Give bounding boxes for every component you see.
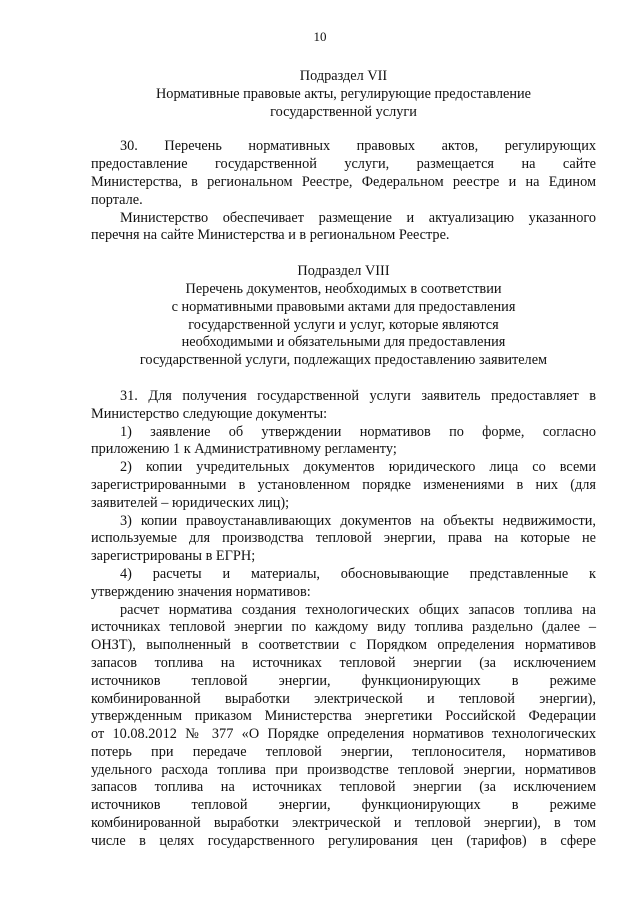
paragraph-line: Министерства, в региональном Реестре, Федеральном реестре и на Едином: [91, 173, 596, 190]
subsection-8-heading: [91, 263, 596, 370]
paragraph-30: [91, 138, 596, 209]
paragraph-line: числе в целях государственного регулирования цен (тарифов) в сфере: [91, 832, 596, 849]
paragraph-line: используемые для производства тепловой энергии, права на которые не: [91, 530, 596, 547]
paragraph-31: [91, 388, 596, 424]
paragraph-line: комбинированной выработки электрической и тепловой энергии), в том: [91, 815, 596, 832]
paragraph-line: зарегистрированы в ЕГРН;: [91, 548, 256, 565]
subsection-7-heading: [91, 68, 596, 121]
paragraph-line: Министерство следующие документы:: [91, 405, 328, 422]
page-number: 10: [313, 29, 327, 44]
paragraph-line: удельного расхода топлива при производстве тепловой энергии, нормативов: [91, 761, 596, 778]
paragraph-line: запасов топлива на источниках тепловой энергии (за исключением: [91, 654, 596, 671]
paragraph-line: 30. Перечень нормативных правовых актов, регулирующих: [120, 138, 596, 155]
paragraph-line: приложению 1 к Административному регламенту;: [91, 441, 397, 458]
paragraph-line: Министерство обеспечивает размещение и актуализацию указанного: [120, 209, 596, 226]
paragraph-line: заявителей – юридических лиц);: [91, 494, 290, 511]
paragraph-line: ОНЗТ), выполненный в соответствии с Порядком определения нормативов: [91, 637, 596, 654]
paragraph-30-continued: [91, 210, 596, 246]
subsection-title-line: необходимыми и обязательными для предоставления: [181, 334, 506, 351]
subsection-heading: Подраздел VIII: [297, 263, 390, 280]
subsection-title-line: государственной услуги, подлежащих предоставлению заявителем: [139, 352, 548, 369]
paragraph-line: источников тепловой энергии, функционирующих в режиме: [91, 797, 596, 814]
subsection-title-line: Перечень документов, необходимых в соответствии: [185, 280, 502, 297]
calculation-paragraph: [91, 602, 596, 851]
paragraph-line: утвержденным приказом Министерства энергетики Российской Федерации: [91, 708, 596, 725]
paragraph-line: запасов топлива на источниках тепловой энергии (за исключением: [91, 779, 596, 796]
list-item-1: [91, 424, 596, 460]
subsection-title-line: с нормативными правовыми актами для предоставления: [171, 298, 516, 315]
paragraph-line: источниках тепловой энергии по каждому виду топлива раздельно (далее –: [91, 619, 596, 636]
paragraph-line: предоставление государственной услуги, размещается на сайте: [91, 156, 596, 173]
paragraph-line: зарегистрированными в установленном порядке изменениями в них (для: [91, 476, 596, 493]
paragraph-line: от 10.08.2012 № 377 «О Порядке определения нормативов технологических: [91, 726, 596, 743]
list-item-2: [91, 459, 596, 512]
subsection-title-line: государственной услуги и услуг, которые являются: [188, 316, 499, 333]
document-body: [91, 68, 596, 851]
paragraph-line: перечня на сайте Министерства и в региональном Реестре.: [91, 227, 450, 244]
subsection-heading: Подраздел VII: [299, 68, 388, 84]
paragraph-line: 3) копии правоустанавливающих документов на объекты недвижимости,: [120, 512, 596, 529]
subsection-title-line: государственной услуги: [270, 103, 417, 120]
subsection-title-line: Нормативные правовые акты, регулирующие предоставление: [155, 85, 532, 102]
list-item-4: [91, 566, 596, 602]
paragraph-line: 4) расчеты и материалы, обосновывающие представленные к: [120, 565, 596, 582]
paragraph-line: 2) копии учредительных документов юридического лица со всеми: [120, 459, 596, 476]
paragraph-line: комбинированной выработки электрической и тепловой энергии),: [91, 690, 596, 707]
paragraph-line: портале.: [91, 191, 143, 208]
paragraph-line: потерь при передаче тепловой энергии, теплоносителя, нормативов: [91, 743, 596, 760]
paragraph-line: 1) заявление об утверждении нормативов по форме, согласно: [120, 423, 596, 440]
list-item-3: [91, 513, 596, 566]
paragraph-line: 31. Для получения государственной услуги заявитель предоставляет в: [120, 387, 596, 404]
paragraph-line: источников тепловой энергии, функционирующих в режиме: [91, 672, 596, 689]
paragraph-line: утверждению значения нормативов:: [91, 583, 311, 600]
paragraph-line: расчет норматива создания технологических общих запасов топлива на: [120, 601, 596, 618]
